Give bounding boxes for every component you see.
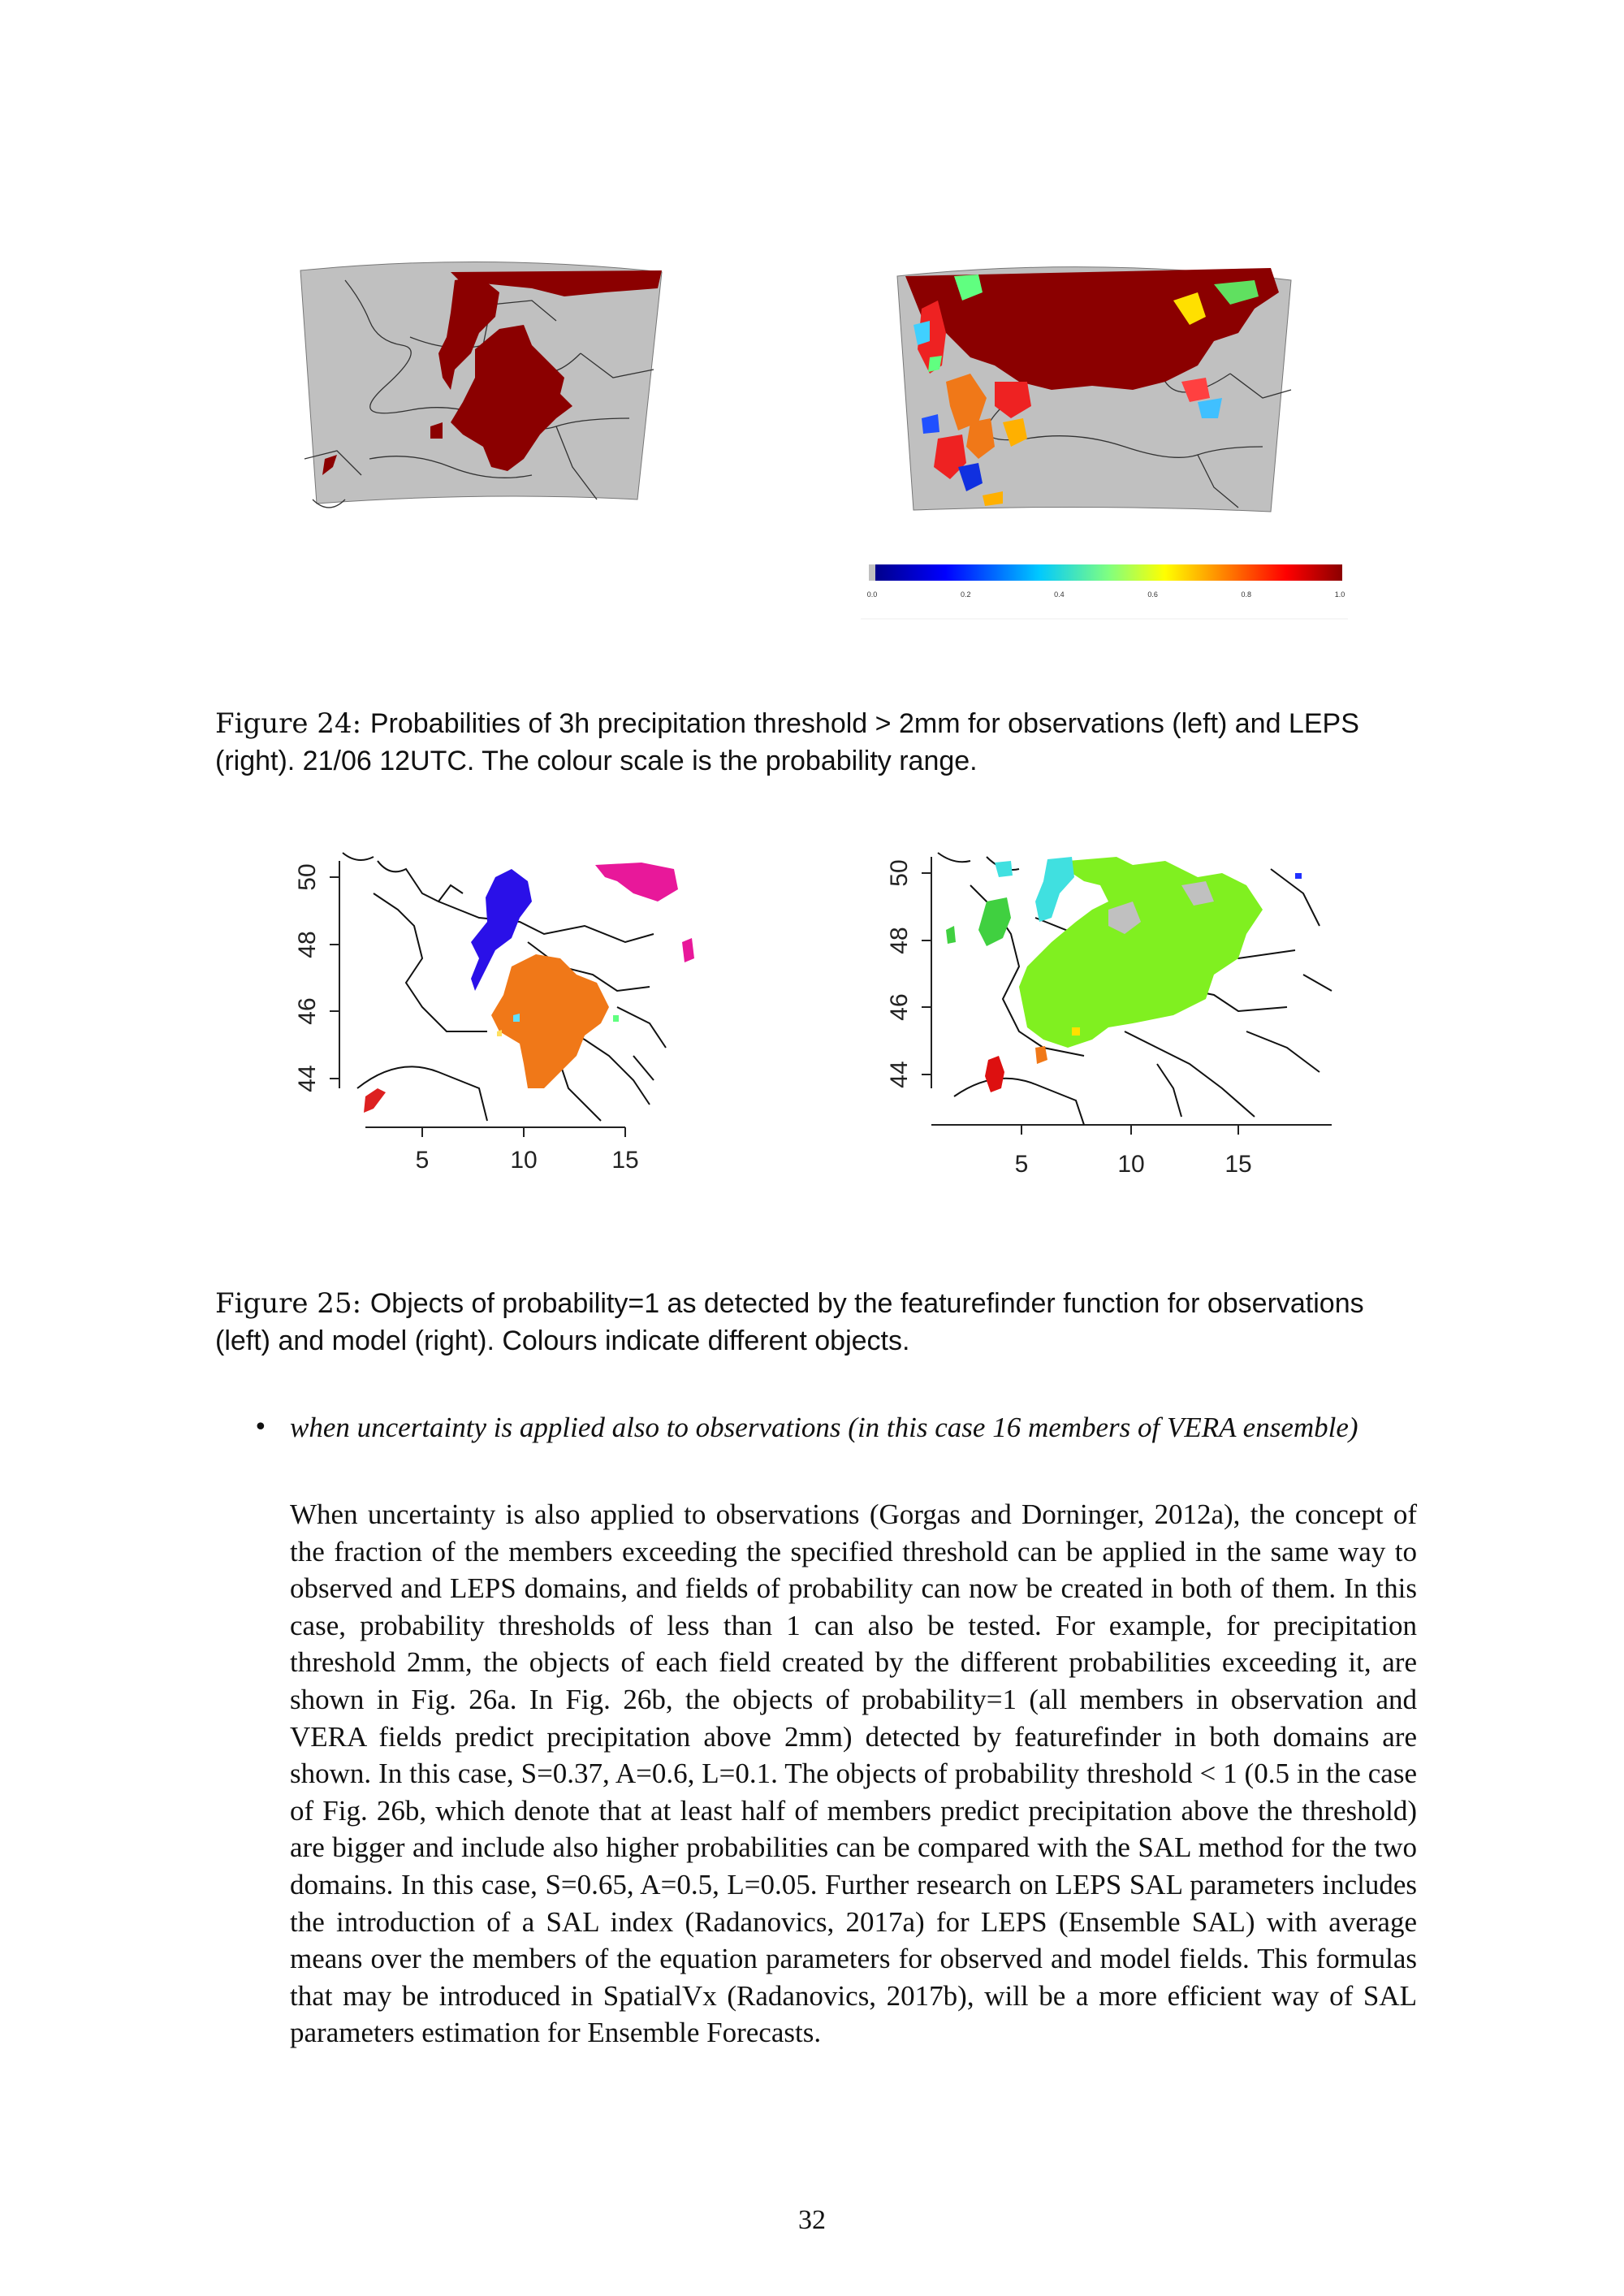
y-tick-label: 48 — [886, 927, 913, 954]
x-tick-label: 10 — [510, 1147, 538, 1174]
colorbar-tick-label: 0.0 — [866, 590, 878, 599]
figure25-caption-label: Figure 25: — [215, 1287, 362, 1320]
colorbar-tick-label: 0.4 — [1054, 590, 1065, 599]
figure24-observations-map — [288, 256, 682, 516]
x-tick-label: 5 — [415, 1147, 430, 1174]
y-tick-label: 50 — [294, 863, 321, 891]
figure24-caption-label: Figure 24: — [215, 707, 362, 740]
bullet-text: when uncertainty is applied also to observations (in this case 16 members of VERA ensemble) — [290, 1412, 1358, 1443]
bullet-symbol: • — [253, 1413, 268, 1442]
y-tick-label: 44 — [886, 1061, 913, 1088]
figure25-caption-text: Objects of probability=1 as detected by the featurefinder function for observations (left) and model (right). Colours indicate different objects. — [215, 1288, 1364, 1356]
colorbar-tick-label: 0.8 — [1241, 590, 1252, 599]
x-tick-label: 15 — [611, 1147, 639, 1174]
y-tick-label: 44 — [294, 1065, 321, 1092]
colorbar-tick-label: 1.0 — [1334, 590, 1345, 599]
figure25-observations-plot — [276, 845, 731, 1202]
figure25-caption — [215, 1285, 1417, 1360]
figure24-caption — [215, 705, 1417, 780]
figure25-model-plot — [865, 845, 1352, 1202]
page-number: 32 — [798, 2205, 826, 2235]
x-tick-label: 5 — [1014, 1151, 1029, 1178]
x-tick-label: 15 — [1224, 1151, 1252, 1178]
x-tick-label: 10 — [1117, 1151, 1145, 1178]
y-tick-label: 46 — [886, 993, 913, 1021]
colorbar-tick-label: 0.2 — [960, 590, 971, 599]
figure24-colorbar — [861, 560, 1348, 625]
figure24-caption-text: Probabilities of 3h precipitation threshold > 2mm for observations (left) and LEPS (right). 21/06 12UTC. The colour scale is the probability range. — [215, 708, 1359, 776]
body-paragraph: When uncertainty is also applied to observations (Gorgas and Dorninger, 2012a), the concept of the fraction of the members exceeding the specified threshold can be applied in the same way to observed and LEPS domains, and fields of probability can now be created in both of them. In this case, probability thresholds of less than 1 can also be tested. For example, for precipitation threshold 2mm, the objects of each field created by the different probabilities exceeding it, are shown in Fig. 26a. In Fig. 26b, the objects of probability=1 (all members in observation and VERA fields predict precipitation above 2mm) detected by featurefinder in both domains are shown. In this case, S=0.37, A=0.6, L=0.1. The objects of probability threshold < 1 (0.5 in the case of Fig. 26b, which denote that at least half of members predict precipitation above the threshold) are bigger and include also higher probabilities can be compared with the SAL method for the two domains. In this case, S=0.65, A=0.5, L=0.05. Further research on LEPS SAL parameters includes the introduction of a SAL index (Radanovics, 2017a) for LEPS (Ensemble SAL) with average means over the members of the equation parameters for observed and model fields. This formulas that may be introduced in SpatialVx (Radanovics, 2017b), will be a more efficient way of SAL parameters estimation for Ensemble Forecasts. — [290, 1498, 1417, 2049]
y-tick-label: 46 — [294, 997, 321, 1025]
colorbar-tick-label: 0.6 — [1147, 590, 1158, 599]
figure24-leps-map — [889, 260, 1307, 520]
y-tick-label: 48 — [294, 931, 321, 958]
y-tick-label: 50 — [886, 859, 913, 887]
